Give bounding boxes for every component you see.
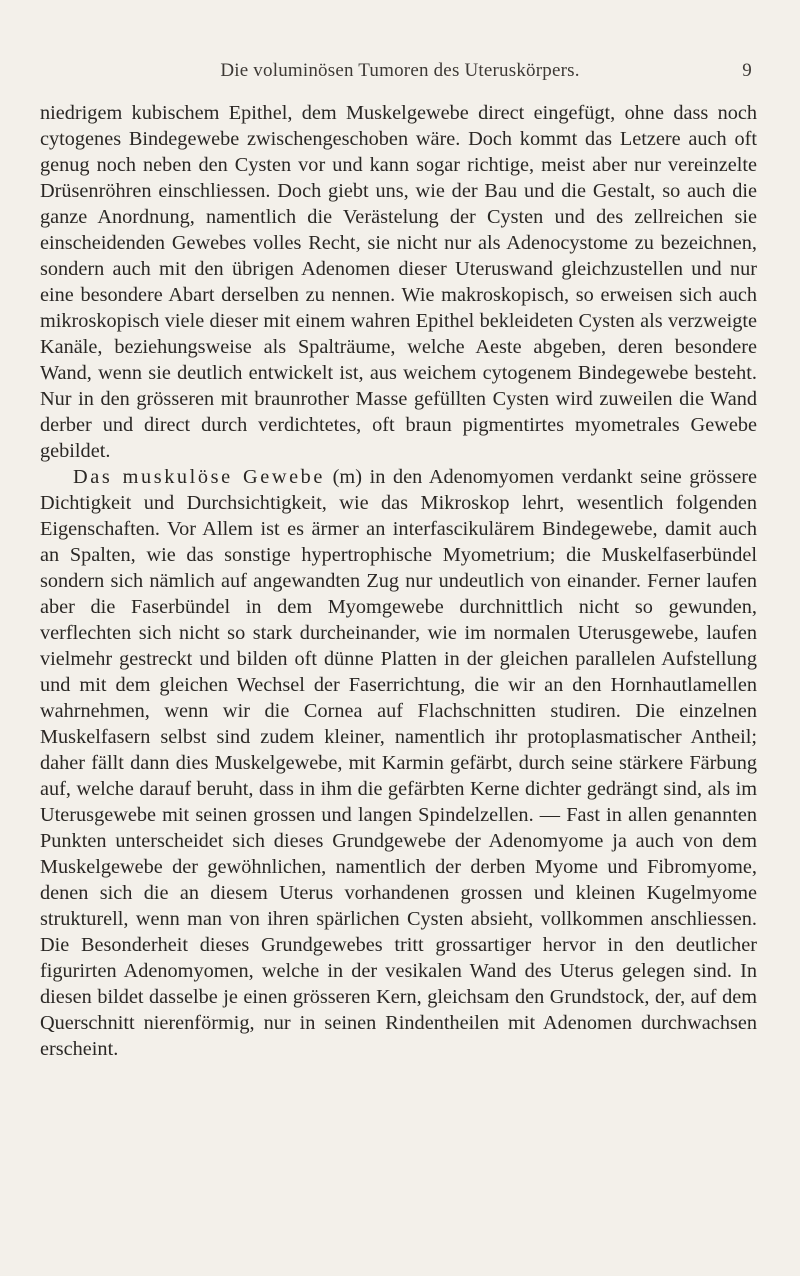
paragraph-1-text: niedrigem kubischem Epithel, dem Muskelgewebe direct eingefügt, ohne dass noch cytogenes Bindegewebe zwischengeschoben wäre. Doch kommt das Letzere auch oft genug noch neben den Cysten vor und kann sogar richtige, meist aber nur vereinzelte Drüsenröhren einschliessen. Doch giebt uns, wie der Bau und die Gestalt, so auch die ganze Anordnung, namentlich die Verästelung der Cysten und des zellreichen sie einscheidenden Gewebes volles Recht, sie nicht nur als Adenocystome zu bezeichnen, sondern auch mit den übrigen Adenomen dieser Uteruswand gleichzustellen und nur eine besondere Abart derselben zu nennen. Wie makroskopisch, so erweisen sich auch mikroskopisch viele dieser mit einem wahren Epithel bekleideten Cysten als verzweigte Kanäle, beziehungsweise als Spalträume, welche Aeste abgeben, deren besondere Wand, wenn sie deutlich entwickelt ist, aus weichem cytogenem Bindegewebe besteht. Nur in den grösseren mit braunrother Masse gefüllten Cysten wird zuweilen die Wand derber und direct durch verdichtetes, oft braun pigmentirtes myometrales Gewebe gebildet. (40, 102, 757, 462)
paragraph-1 (40, 100, 757, 464)
body-text (40, 100, 757, 1062)
running-title: Die voluminösen Tumoren des Uteruskörpers. (220, 60, 580, 81)
paragraph-2-lead: Das muskulöse Gewebe (73, 466, 326, 488)
page-number: 9 (742, 60, 752, 81)
paragraph-2 (40, 464, 757, 1062)
paragraph-2-text: (m) in den Adenomyomen verdankt seine grössere Dichtigkeit und Durchsichtigkeit, wie das Mikroskop lehrt, wesentlich folgenden Eigenschaften. Vor Allem ist es ärmer an interfascikulärem Bindegewebe, damit auch an Spalten, wie das sonstige hypertrophische Myometrium; die Muskelfaserbündel sondern sich nämlich auf angewandten Zug nur undeutlich von einander. Ferner laufen aber die Faserbündel in dem Myomgewebe durchnittlich nicht so gewunden, verflechten sich nicht so stark durcheinander, wie im normalen Uterusgewebe, laufen vielmehr gestreckt und bilden oft dünne Platten in der gleichen parallelen Aufstellung und mit dem gleichen Wechsel der Faserrichtung, die wir an den Hornhautlamellen wahrnehmen, wenn wir die Cornea auf Flachschnitten studiren. Die einzelnen Muskelfasern selbst sind zudem kleiner, namentlich ihr protoplasmatischer Antheil; daher fällt dann dies Muskelgewebe, mit Karmin gefärbt, durch seine stärkere Färbung auf, welche darauf beruht, dass in ihm die gefärbten Kerne dichter gedrängt sind, als im Uterusgewebe mit seinen grossen und langen Spindelzellen. — Fast in allen genannten Punkten unterscheidet sich dieses Grundgewebe der Adenomyome ja auch von dem Muskelgewebe der gewöhnlichen, namentlich der derben Myome und Fibromyome, denen sich die an diesem Uterus vorhandenen grossen und kleinen Kugelmyome strukturell, wenn man von ihren spärlichen Cysten absieht, vollkommen anschliessen. Die Besonderheit dieses Grundgewebes tritt grossartiger hervor in den deutlicher figurirten Adenomyomen, welche in der vesikalen Wand des Uterus gelegen sind. In diesen bildet dasselbe je einen grösseren Kern, gleichsam den Grundstock, der, auf dem Querschnitt nierenförmig, nur in seinen Rindentheilen mit Adenomen durchwachsen erscheint. (40, 466, 757, 1060)
running-head (40, 60, 760, 86)
